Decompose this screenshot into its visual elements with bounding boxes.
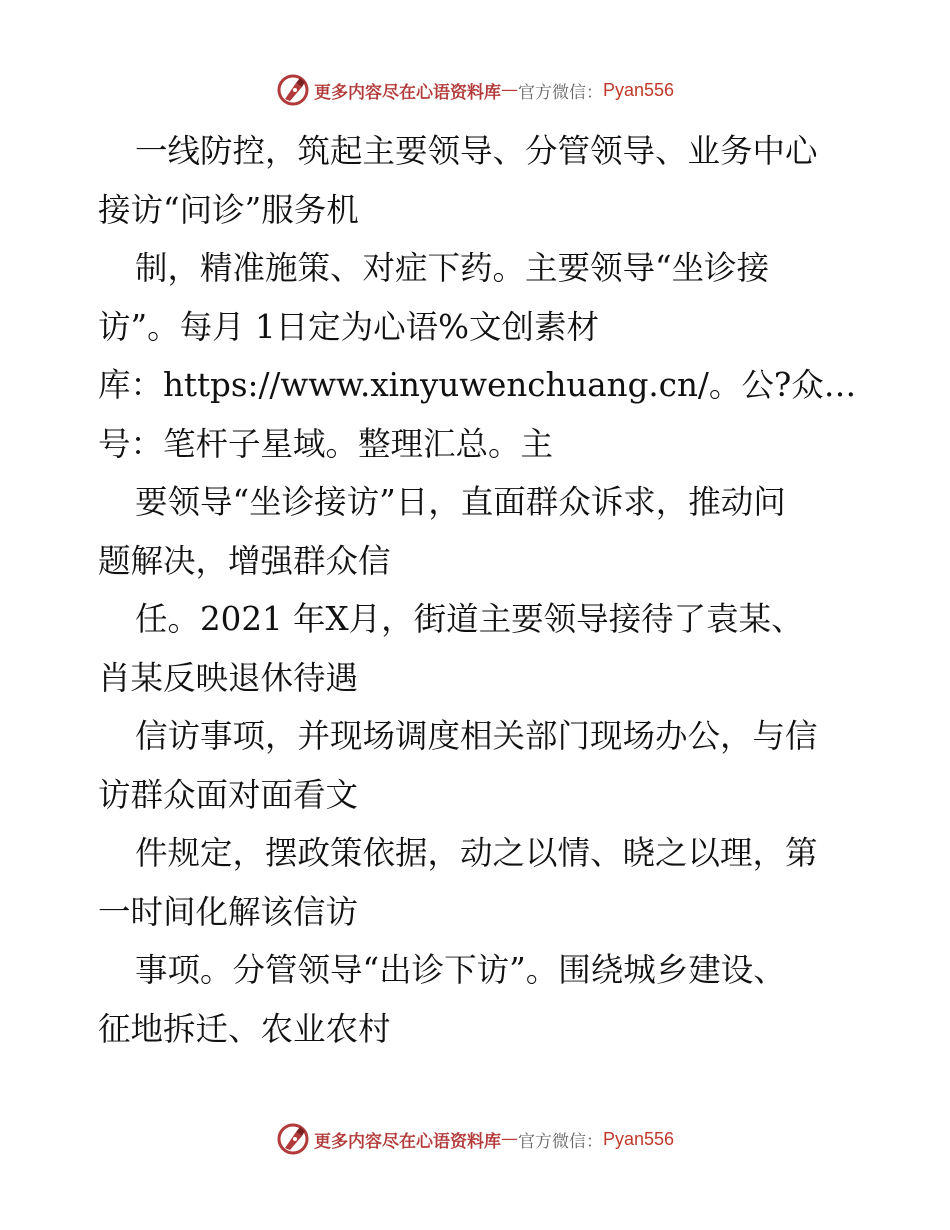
header-watermark (0, 70, 950, 110)
document-body (98, 122, 858, 1058)
text-line: 事项。分管领导“出诊下访”。围绕城乡建设、 (135, 951, 786, 989)
text-line: 制，精准施策、对症下药。主要领导“坐诊接 (135, 249, 770, 287)
text-line: 信访事项，并现场调度相关部门现场办公，与信 (135, 717, 818, 755)
wechat-label: 官方微信： (517, 1131, 603, 1152)
text-line: 访”。每月 1日定为心语%文创素材 (98, 307, 600, 346)
text-line: 肖某反映退休待遇 (98, 658, 359, 697)
brand-text: 更多内容尽在心语资料库 (313, 82, 501, 103)
brand-text: 更多内容尽在心语资料库 (313, 1131, 501, 1152)
separator-dash: — (500, 1129, 518, 1149)
text-line: 题解决，增强群众信 (98, 541, 391, 580)
text-line: 任。2021 年X月，街道主要领导接待了袁某、 (135, 600, 804, 638)
text-line: 号：笔杆子星域。整理汇总。主 (98, 424, 554, 463)
text-line: 访群众面对面看文 (98, 775, 359, 814)
wechat-label: 官方微信： (517, 82, 603, 103)
pen-nib-circle-icon (276, 1122, 310, 1156)
text-line: 件规定，摆政策依据，动之以情、晓之以理，第 (135, 834, 818, 872)
text-line: 一线防控，筑起主要领导、分管领导、业务中心 (135, 132, 818, 170)
pen-nib-circle-icon (276, 73, 310, 107)
text-line: 库：https://www.xinyuwenchuang.cn/。公?众… (98, 366, 857, 404)
text-line: 要领导“坐诊接访”日，直面群众诉求，推动问 (135, 483, 786, 521)
separator-dash: — (500, 80, 518, 100)
text-line: 接访“问诊”服务机 (98, 190, 359, 229)
footer-watermark (0, 1119, 950, 1159)
text-line: 征地拆迁、农业农村 (98, 1009, 391, 1048)
wechat-account: Pyan556 (602, 79, 675, 100)
text-line: 一时间化解该信访 (98, 892, 359, 931)
wechat-account: Pyan556 (602, 1128, 675, 1149)
